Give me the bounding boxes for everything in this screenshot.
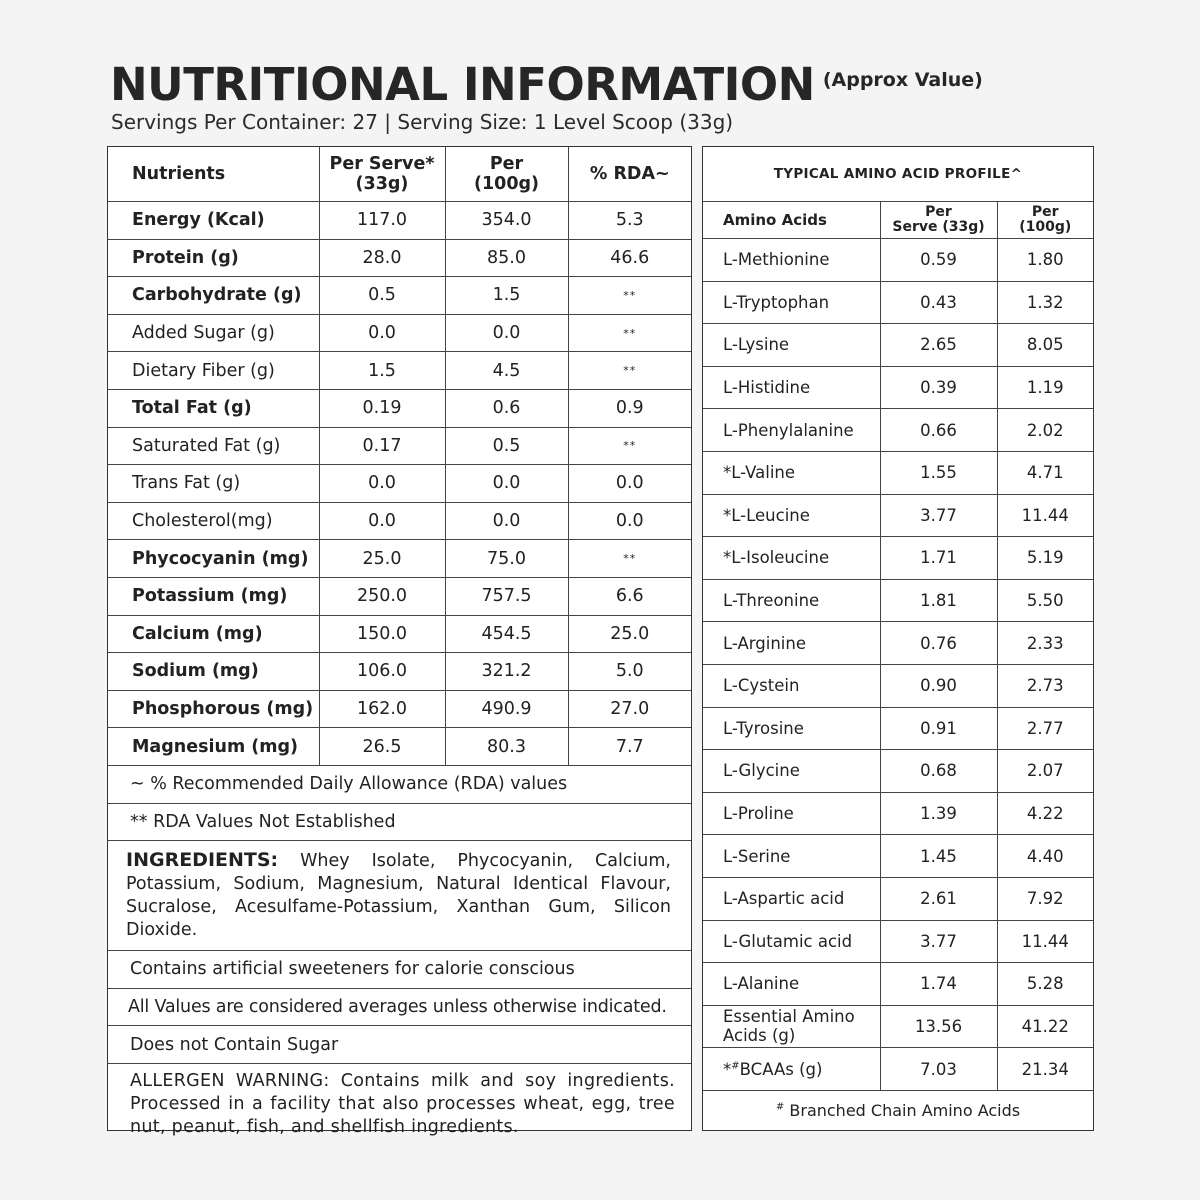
amino-row [703, 239, 1093, 282]
note-averages: All Values are considered averages unless otherwise indicated. [108, 988, 691, 1026]
amino-row [703, 963, 1093, 1006]
nutrient-per-serve: 28.0 [319, 239, 445, 277]
amino-per-100g: 5.28 [997, 963, 1093, 1006]
nutrient-per-serve: 0.0 [319, 314, 445, 352]
nutrient-rda: 46.6 [568, 239, 691, 277]
amino-name: L-Serine [703, 835, 880, 878]
amino-per-100g: 7.92 [997, 877, 1093, 920]
servings-info: Servings Per Container: 27 | Serving Size: 1 Level Scoop (33g) [111, 110, 734, 134]
nutrition-row [108, 427, 691, 465]
amino-per-100g: 2.77 [997, 707, 1093, 750]
nutrient-per-100g: 454.5 [445, 615, 568, 653]
nutrient-per-serve: 0.19 [319, 389, 445, 427]
amino-footnote-row [703, 1090, 1093, 1131]
note-row [108, 988, 691, 1026]
note-row [108, 803, 691, 841]
amino-per-serve: 0.43 [880, 281, 997, 324]
nutrient-per-100g: 757.5 [445, 577, 568, 615]
ingredients-row [108, 841, 691, 951]
amino-row [703, 835, 1093, 878]
nutrient-per-100g: 1.5 [445, 277, 568, 315]
note-sweeteners: Contains artificial sweeteners for calorie conscious [108, 951, 691, 989]
nutrient-rda: 0.9 [568, 389, 691, 427]
amino-per-serve: 0.39 [880, 366, 997, 409]
amino-name: L-Methionine [703, 239, 880, 282]
amino-name: L-Phenylalanine [703, 409, 880, 452]
page-title: NUTRITIONAL INFORMATION [110, 58, 815, 111]
amino-name: L-Lysine [703, 324, 880, 367]
amino-row [703, 366, 1093, 409]
amino-name: L-Histidine [703, 366, 880, 409]
nutrient-name: Saturated Fat (g) [108, 427, 319, 465]
header-rda: % RDA~ [568, 147, 691, 202]
bcaa-mark: # [731, 1060, 740, 1072]
bcaa-prefix: * [723, 1059, 732, 1079]
amino-per-serve: 0.68 [880, 750, 997, 793]
amino-name: L-Aspartic acid [703, 877, 880, 920]
amino-row [703, 1005, 1093, 1048]
amino-row [703, 494, 1093, 537]
amino-per-100g: 2.02 [997, 409, 1093, 452]
nutrient-rda: 5.0 [568, 653, 691, 691]
amino-name: L-Cystein [703, 664, 880, 707]
amino-per-100g: 2.07 [997, 750, 1093, 793]
nutrient-per-100g: 354.0 [445, 202, 568, 240]
amino-per-serve: 0.91 [880, 707, 997, 750]
nutrient-name: Dietary Fiber (g) [108, 352, 319, 390]
amino-per-100g: 2.33 [997, 622, 1093, 665]
nutrient-per-100g: 85.0 [445, 239, 568, 277]
amino-per-100g: 2.73 [997, 664, 1093, 707]
amino-per-serve: 1.39 [880, 792, 997, 835]
amino-row [703, 409, 1093, 452]
nutrition-row [108, 465, 691, 503]
header-amino-per-serve-line1: Per [925, 204, 952, 220]
amino-name: *L-Isoleucine [703, 537, 880, 580]
nutrition-row [108, 389, 691, 427]
amino-per-serve: 7.03 [880, 1048, 997, 1091]
nutrient-per-serve: 25.0 [319, 540, 445, 578]
amino-body [703, 239, 1093, 1048]
nutrient-per-100g: 80.3 [445, 728, 568, 766]
nutrient-per-100g: 0.5 [445, 427, 568, 465]
nutrient-per-100g: 321.2 [445, 653, 568, 691]
header-amino-per-100g-line1: Per [1031, 204, 1059, 220]
amino-name: L-Threonine [703, 579, 880, 622]
amino-name: L-Glutamic acid [703, 920, 880, 963]
header-per-serve [319, 147, 445, 202]
note-row [108, 765, 691, 803]
header-nutrients: Nutrients [108, 147, 319, 202]
amino-per-serve: 3.77 [880, 494, 997, 537]
nutrition-row [108, 352, 691, 390]
amino-per-100g: 1.32 [997, 281, 1093, 324]
nutrient-per-serve: 26.5 [319, 728, 445, 766]
amino-name [703, 1048, 880, 1091]
nutrient-rda: ** [568, 352, 691, 390]
header-amino-per-100g-line2: (100g) [1019, 219, 1072, 235]
amino-per-100g: 4.71 [997, 451, 1093, 494]
note-not-established: ** RDA Values Not Established [108, 803, 691, 841]
amino-name: L-Alanine [703, 963, 880, 1006]
nutrient-rda: 5.3 [568, 202, 691, 240]
amino-per-serve: 0.76 [880, 622, 997, 665]
nutrient-rda: 0.0 [568, 502, 691, 540]
nutrient-name: Energy (Kcal) [108, 202, 319, 240]
amino-per-serve: 1.74 [880, 963, 997, 1006]
header-per-100g [445, 147, 568, 202]
amino-row [703, 707, 1093, 750]
ingredients-block [108, 841, 691, 951]
amino-row [703, 281, 1093, 324]
nutrient-name: Total Fat (g) [108, 389, 319, 427]
amino-name: Essential Amino Acids (g) [703, 1005, 880, 1048]
nutrient-per-serve: 0.17 [319, 427, 445, 465]
nutrient-per-serve: 0.5 [319, 277, 445, 315]
nutrient-name: Added Sugar (g) [108, 314, 319, 352]
nutrient-name: Protein (g) [108, 239, 319, 277]
nutrient-name: Carbohydrate (g) [108, 277, 319, 315]
amino-per-serve: 13.56 [880, 1005, 997, 1048]
amino-name: L-Tyrosine [703, 707, 880, 750]
nutrition-table [108, 147, 691, 1143]
nutrient-per-100g: 0.0 [445, 465, 568, 503]
header-amino-acids: Amino Acids [703, 202, 880, 239]
nutrient-per-serve: 117.0 [319, 202, 445, 240]
nutrient-rda: ** [568, 540, 691, 578]
amino-row [703, 622, 1093, 665]
nutrient-per-100g: 490.9 [445, 690, 568, 728]
amino-per-100g: 4.40 [997, 835, 1093, 878]
nutrition-row [108, 202, 691, 240]
amino-per-serve: 2.61 [880, 877, 997, 920]
amino-name: *L-Leucine [703, 494, 880, 537]
nutrient-name: Sodium (mg) [108, 653, 319, 691]
amino-row [703, 537, 1093, 580]
nutrient-name: Potassium (mg) [108, 577, 319, 615]
note-sugar: Does not Contain Sugar [108, 1026, 691, 1064]
nutrition-row [108, 615, 691, 653]
nutrient-per-serve: 1.5 [319, 352, 445, 390]
amino-row [703, 664, 1093, 707]
amino-per-100g: 11.44 [997, 494, 1093, 537]
nutrient-name: Calcium (mg) [108, 615, 319, 653]
header-amino-per-serve [880, 202, 997, 239]
nutrient-per-100g: 0.0 [445, 502, 568, 540]
amino-row [703, 324, 1093, 367]
amino-per-serve: 1.71 [880, 537, 997, 580]
nutrition-body [108, 202, 691, 766]
note-row [108, 951, 691, 989]
amino-footnote [703, 1090, 1093, 1131]
amino-per-serve: 0.66 [880, 409, 997, 452]
ingredients-label: INGREDIENTS: [126, 849, 279, 872]
nutrient-name: Phycocyanin (mg) [108, 540, 319, 578]
amino-per-serve: 0.59 [880, 239, 997, 282]
note-row [108, 1026, 691, 1064]
nutrient-per-100g: 75.0 [445, 540, 568, 578]
amino-per-serve: 1.55 [880, 451, 997, 494]
allergen-warning: ALLERGEN WARNING: Contains milk and soy ingredients. Processed in a facility that also processes wheat, egg, tree nut, peanut, fish, and shellfish ingredients. [108, 1063, 691, 1143]
amino-row [703, 451, 1093, 494]
amino-name: L-Glycine [703, 750, 880, 793]
header-per-serve-line2: (33g) [355, 174, 409, 194]
nutrient-name: Trans Fat (g) [108, 465, 319, 503]
nutrient-per-serve: 162.0 [319, 690, 445, 728]
nutrition-row [108, 277, 691, 315]
amino-per-serve: 3.77 [880, 920, 997, 963]
amino-per-100g: 1.19 [997, 366, 1093, 409]
amino-per-serve: 1.81 [880, 579, 997, 622]
nutrition-header-row [108, 147, 691, 202]
amino-per-100g: 4.22 [997, 792, 1093, 835]
footnote-text: Branched Chain Amino Acids [784, 1101, 1021, 1121]
nutrient-per-serve: 0.0 [319, 465, 445, 503]
amino-per-serve: 2.65 [880, 324, 997, 367]
amino-row [703, 579, 1093, 622]
amino-per-serve: 1.45 [880, 835, 997, 878]
nutrition-row [108, 239, 691, 277]
nutrition-row [108, 314, 691, 352]
nutrient-name: Cholesterol(mg) [108, 502, 319, 540]
amino-table [703, 147, 1093, 1131]
amino-per-100g: 21.34 [997, 1048, 1093, 1091]
nutrition-row [108, 502, 691, 540]
nutrition-row [108, 728, 691, 766]
header-per-100g-line1: Per [489, 154, 524, 174]
amino-header-row [703, 202, 1093, 239]
nutrition-table-panel [107, 146, 692, 1137]
nutrient-name: Magnesium (mg) [108, 728, 319, 766]
header-per-serve-line1: Per Serve* [329, 154, 435, 174]
amino-name: L-Arginine [703, 622, 880, 665]
nutrient-per-100g: 0.6 [445, 389, 568, 427]
amino-table-panel [702, 146, 1094, 1131]
header-per-100g-line2: (100g) [473, 174, 540, 194]
title-row [110, 58, 983, 111]
nutrient-per-serve: 150.0 [319, 615, 445, 653]
ingredients-text: Whey Isolate, Phycocyanin, Calcium, Potassium, Sodium, Magnesium, Natural Identical Flavour, Sucralose, Acesulfame-Potassium, Xanthan Gum, Silicon Dioxide. [126, 851, 671, 941]
nutrition-row [108, 540, 691, 578]
nutrient-rda: ** [568, 277, 691, 315]
amino-per-100g: 11.44 [997, 920, 1093, 963]
nutrient-per-100g: 0.0 [445, 314, 568, 352]
amino-profile-title: TYPICAL AMINO ACID PROFILE^ [703, 147, 1093, 202]
amino-row [703, 792, 1093, 835]
nutrient-rda: 25.0 [568, 615, 691, 653]
amino-row-bcaa [703, 1048, 1093, 1091]
amino-per-100g: 8.05 [997, 324, 1093, 367]
nutrition-row [108, 653, 691, 691]
nutrient-name: Phosphorous (mg) [108, 690, 319, 728]
header-amino-per-100g [997, 202, 1093, 239]
nutrient-rda: 7.7 [568, 728, 691, 766]
title-note: (Approx Value) [822, 69, 983, 91]
nutrient-rda: ** [568, 314, 691, 352]
amino-row [703, 877, 1093, 920]
nutrient-rda: 0.0 [568, 465, 691, 503]
bcaa-name: BCAAs (g) [739, 1059, 823, 1079]
amino-per-100g: 41.22 [997, 1005, 1093, 1048]
nutrient-per-serve: 106.0 [319, 653, 445, 691]
amino-per-100g: 5.19 [997, 537, 1093, 580]
amino-per-100g: 5.50 [997, 579, 1093, 622]
nutrient-rda: 27.0 [568, 690, 691, 728]
note-rda: ~ % Recommended Daily Allowance (RDA) values [108, 765, 691, 803]
amino-name: L-Proline [703, 792, 880, 835]
amino-name: L-Tryptophan [703, 281, 880, 324]
nutrition-row [108, 577, 691, 615]
nutrient-per-100g: 4.5 [445, 352, 568, 390]
amino-per-serve: 0.90 [880, 664, 997, 707]
amino-row [703, 750, 1093, 793]
amino-per-100g: 1.80 [997, 239, 1093, 282]
header-amino-per-serve-line2: Serve (33g) [892, 219, 985, 235]
nutrient-rda: 6.6 [568, 577, 691, 615]
nutrient-per-serve: 0.0 [319, 502, 445, 540]
amino-name: *L-Valine [703, 451, 880, 494]
footnote-mark: # [775, 1102, 785, 1114]
nutrient-rda: ** [568, 427, 691, 465]
nutrient-per-serve: 250.0 [319, 577, 445, 615]
allergen-row [108, 1063, 691, 1143]
amino-title-row [703, 147, 1093, 202]
nutrition-row [108, 690, 691, 728]
amino-row [703, 920, 1093, 963]
